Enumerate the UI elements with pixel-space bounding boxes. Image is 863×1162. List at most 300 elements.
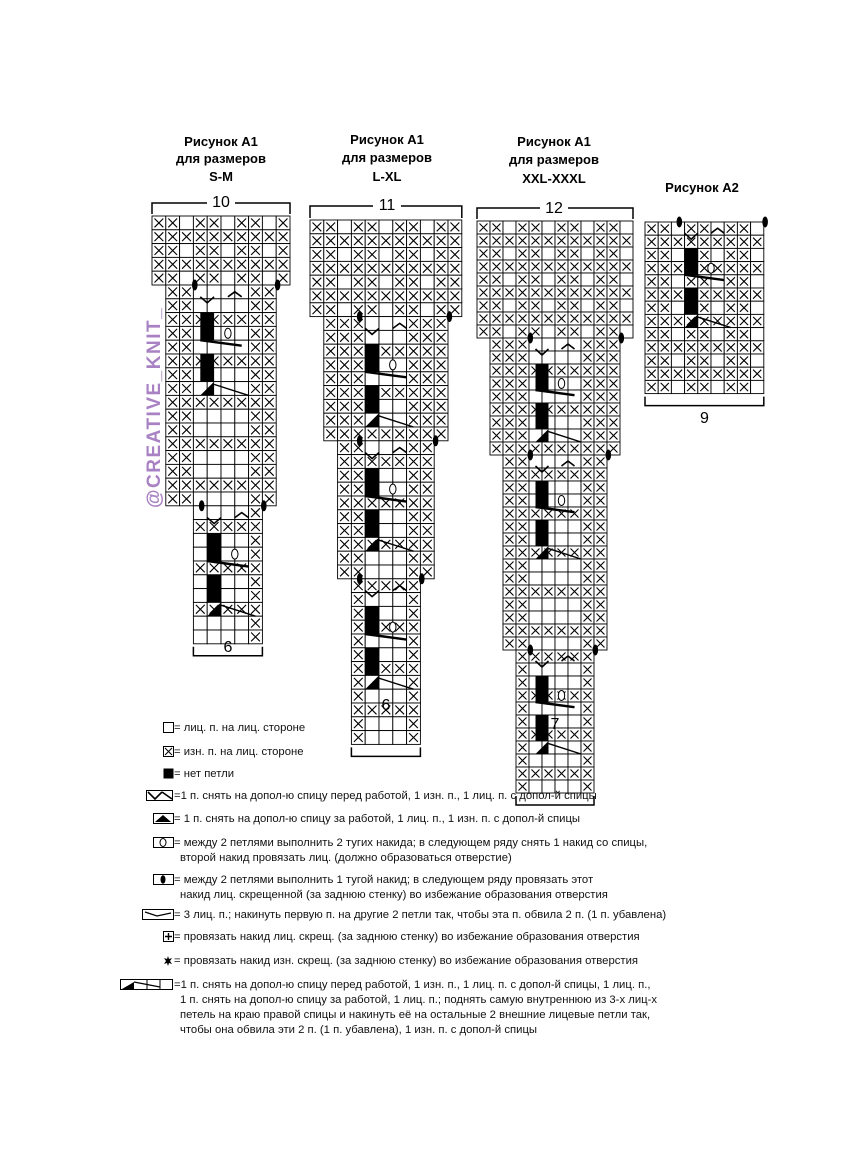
stitch-cell [338,344,352,358]
stitch-cell [516,234,529,247]
stitch-cell [420,551,434,565]
stitch-cell [555,598,568,611]
stitch-cell [221,230,235,244]
stitch-cell [249,326,263,340]
stitch-cell [407,455,421,469]
stitch-cell [393,427,407,441]
stitch-cell [407,220,421,234]
stitch-cell [568,286,581,299]
stitch-cell [193,520,207,534]
stitch-cell [503,611,516,624]
stitch-cell [379,468,393,482]
stitch-cell [671,380,684,393]
stitch-cell [221,299,235,313]
stitch-cell [249,547,263,561]
stitch-cell [751,301,764,314]
stitch-cell [568,624,581,637]
stitch-cell [180,492,194,506]
stitch-cell [555,442,568,455]
stitch-cell [207,423,221,437]
stitch-cell [529,611,542,624]
stitch-cell [568,247,581,260]
stitch-cell [166,423,180,437]
stitch-cell [249,451,263,465]
stitch-cell [434,344,448,358]
stitch-cell [193,423,207,437]
stitch-cell [671,354,684,367]
stitch-cell [262,423,276,437]
stitch-cell [581,468,594,481]
stitch-cell [568,351,581,364]
stitch-cell [420,358,434,372]
stitch-cell [166,299,180,313]
stitch-cell [338,565,352,579]
stitch-cell [249,299,263,313]
stitch-cell [235,602,249,616]
stitch-cell [166,451,180,465]
stitch-cell [393,386,407,400]
stitch-cell [351,648,365,662]
stitch-cell [568,754,581,767]
stitch-cell [420,399,434,413]
stitch-cell [379,344,393,358]
stitch-cell [249,382,263,396]
double-yarnover-mark [390,360,396,370]
stitch-cell [477,221,490,234]
stitch-cell [379,648,393,662]
stitch-cell [516,520,529,533]
stitch-cell [324,358,338,372]
stitch-cell [221,271,235,285]
stitch-cell [365,441,379,455]
stitch-cell [262,395,276,409]
stitch-cell [620,221,633,234]
stitch-cell [490,416,503,429]
stitch-cell [221,520,235,534]
stitch-cell [503,624,516,637]
stitch-cell [420,248,434,262]
stitch-cell [671,235,684,248]
stitch-cell [685,328,698,341]
stitch-cell [711,341,724,354]
stitch-cell [568,221,581,234]
stitch-cell [262,326,276,340]
stitch-cell [516,598,529,611]
stitch-cell [324,330,338,344]
stitch-cell [351,413,365,427]
stitch-cell [490,286,503,299]
stitch-cell [193,478,207,492]
stitch-cell [477,312,490,325]
tight-yarnover-mark [677,217,683,228]
stitch-cell [594,325,607,338]
stitch-cell [542,598,555,611]
stitch-cell [503,247,516,260]
stitch-cell [434,399,448,413]
tight-yarnover-mark [199,500,205,511]
stitch-cell [581,663,594,676]
stitch-cell [166,326,180,340]
stitch-cell [671,367,684,380]
stitch-cell [568,585,581,598]
stitch-cell [338,427,352,441]
stitch-cell [568,416,581,429]
stitch-cell [379,317,393,331]
double-yarnover-mark [558,496,564,506]
stitch-cell [379,565,393,579]
stitch-cell [516,767,529,780]
stitch-cell [407,482,421,496]
tight-yarnover-mark [275,280,281,291]
stitch-cell [477,260,490,273]
stitch-cell [249,561,263,575]
stitch-cell [221,464,235,478]
stitch-cell [351,330,365,344]
stitch-cell [235,464,249,478]
stitch-cell [737,367,750,380]
stitch-cell [607,273,620,286]
stitch-cell [393,372,407,386]
stitch-cell [379,662,393,676]
stitch-cell [503,559,516,572]
legend-text: = 3 лиц. п.; накинуть первую п. на другие 2 петли так, чтобы эта п. обвила 2 п. (1 п. убавлена) [174,909,667,921]
stitch-cell [490,234,503,247]
stitch-cell [568,728,581,741]
stitch-cell [338,468,352,482]
stitch-cell [262,271,276,285]
stitch-cell [338,303,352,317]
stitch-cell [152,244,166,258]
stitch-cell [324,220,338,234]
stitch-cell [407,234,421,248]
stitch-cell [351,703,365,717]
stitch-cell [607,221,620,234]
legend-text: = провязать накид изн. скрещ. (за заднюю стенку) во избежание образования отверстия [174,955,638,967]
stitch-cell [249,630,263,644]
stitch-cell [180,478,194,492]
stitch-cell [180,464,194,478]
stitch-cell [555,624,568,637]
stitch-cell [516,546,529,559]
stitch-cell [568,390,581,403]
stitch-cell [490,325,503,338]
stitch-cell [555,286,568,299]
stitch-cell [407,634,421,648]
stitch-cell [711,235,724,248]
stitch-cell [420,413,434,427]
stitch-cell [393,344,407,358]
stitch-cell [516,689,529,702]
stitch-cell [594,247,607,260]
stitch-cell [516,260,529,273]
top-stitch-count: 11 [378,197,396,214]
stitch-cell [262,244,276,258]
stitch-cell [594,442,607,455]
stitch-cell [490,247,503,260]
double-yarnover-mark [708,263,714,273]
stitch-cell [393,551,407,565]
stitch-cell [393,593,407,607]
stitch-cell [221,244,235,258]
stitch-cell [503,429,516,442]
stitch-cell [594,403,607,416]
stitch-cell [698,235,711,248]
stitch-cell [393,468,407,482]
double-yarnover-mark [558,379,564,389]
stitch-cell [620,286,633,299]
stitch-cell [581,221,594,234]
stitch-cell [503,377,516,390]
legend-text: 1 п. снять на допол-ю спицу за работой, 1 лиц. п.; поднять самую внутреннюю из 3-х лиц-х [180,994,658,1006]
no-stitch-block [536,715,549,741]
stitch-cell [365,689,379,703]
stitch-cell [235,313,249,327]
stitch-cell [379,427,393,441]
stitch-cell [516,585,529,598]
stitch-cell [407,496,421,510]
stitch-cell [542,767,555,780]
stitch-cell [235,533,249,547]
stitch-cell [503,637,516,650]
stitch-cell [407,731,421,745]
stitch-cell [711,354,724,367]
stitch-cell [434,248,448,262]
stitch-cell [737,380,750,393]
tight-yarnover-mark [606,450,612,461]
stitch-cell [221,368,235,382]
stitch-cell [262,464,276,478]
stitch-cell [420,220,434,234]
stitch-cell [351,358,365,372]
stitch-cell [490,351,503,364]
chart-title-line: L-XL [372,169,402,184]
stitch-cell [338,510,352,524]
stitch-cell [365,248,379,262]
legend-text: второй накид провязать лиц. (должно образоваться отверстие) [180,852,512,864]
stitch-cell [658,222,671,235]
stitch-cell [379,275,393,289]
stitch-cell [594,312,607,325]
stitch-cell [434,372,448,386]
stitch-cell [249,464,263,478]
tight-yarnover-mark [528,450,534,461]
stitch-cell [737,275,750,288]
stitch-cell [207,285,221,299]
stitch-cell [658,301,671,314]
stitch-cell [434,330,448,344]
stitch-cell [351,482,365,496]
stitch-cell [724,301,737,314]
stitch-cell [166,354,180,368]
legend-text: =1 п. снять на допол-ю спицу перед работой, 1 изн. п., 1 лиц. п. с допол-й спицы [174,790,597,802]
stitch-cell [568,403,581,416]
stitch-cell [581,312,594,325]
tight-yarnover-mark [357,435,363,446]
stitch-cell [751,222,764,235]
stitch-cell [477,286,490,299]
stitch-cell [393,248,407,262]
stitch-cell [645,288,658,301]
stitch-cell [568,494,581,507]
stitch-cell [180,368,194,382]
top-stitch-count: 12 [545,200,563,217]
stitch-cell [542,234,555,247]
stitch-cell [529,754,542,767]
stitch-cell [221,616,235,630]
stitch-cell [407,662,421,676]
stitch-cell [594,221,607,234]
stitch-cell [737,288,750,301]
stitch-cell [581,286,594,299]
stitch-cell [503,234,516,247]
stitch-cell [407,441,421,455]
stitch-cell [671,248,684,261]
no-stitch-block [207,533,221,561]
stitch-cell [365,261,379,275]
tight-yarnover-mark [433,435,439,446]
stitch-cell [594,546,607,559]
stitch-cell [568,520,581,533]
stitch-cell [448,289,462,303]
stitch-cell [262,368,276,382]
stitch-cell [581,637,594,650]
stitch-cell [685,235,698,248]
stitch-cell [724,367,737,380]
stitch-cell [594,507,607,520]
stitch-cell [594,273,607,286]
legend-text: = лиц. п. на лиц. стороне [174,722,306,734]
stitch-cell [751,235,764,248]
stitch-cell [503,286,516,299]
stitch-cell [407,372,421,386]
stitch-cell [407,551,421,565]
stitch-cell [581,728,594,741]
stitch-cell [407,593,421,607]
stitch-cell [262,451,276,465]
stitch-cell [751,248,764,261]
stitch-cell [594,559,607,572]
stitch-cell [351,468,365,482]
stitch-cell [221,589,235,603]
stitch-cell [235,354,249,368]
stitch-cell [393,703,407,717]
stitch-cell [276,244,290,258]
stitch-cell [235,326,249,340]
stitch-cell [490,429,503,442]
stitch-cell [180,271,194,285]
stitch-cell [503,403,516,416]
no-stitch-block [685,248,698,274]
stitch-cell [407,717,421,731]
no-stitch-block [365,344,379,372]
stitch-cell [503,221,516,234]
stitch-cell [193,630,207,644]
stitch-cell [503,390,516,403]
stitch-cell [645,341,658,354]
stitch-cell [420,510,434,524]
stitch-cell [310,303,324,317]
stitch-cell [568,325,581,338]
stitch-cell [393,399,407,413]
stitch-cell [338,220,352,234]
stitch-cell [420,455,434,469]
stitch-cell [166,244,180,258]
chart-title-line: для размеров [176,151,266,166]
stitch-cell [221,575,235,589]
stitch-cell [351,455,365,469]
stitch-cell [393,606,407,620]
stitch-cell [351,524,365,538]
stitch-cell [581,377,594,390]
stitch-cell [235,478,249,492]
chart-title-line: для размеров [342,150,432,165]
tight-yarnover-mark [192,280,198,291]
stitch-cell [193,533,207,547]
stitch-cell [365,330,379,344]
stitch-cell [166,478,180,492]
stitch-cell [568,559,581,572]
stitch-cell [555,585,568,598]
stitch-cell [338,317,352,331]
stitch-cell [737,301,750,314]
stitch-cell [620,247,633,260]
stitch-cell [698,248,711,261]
stitch-cell [529,390,542,403]
stitch-cell [568,767,581,780]
stitch-cell [503,533,516,546]
stitch-cell [503,442,516,455]
stitch-cell [193,561,207,575]
stitch-cell [671,301,684,314]
stitch-cell [448,275,462,289]
stitch-cell [249,533,263,547]
no-stitch-block [685,288,698,314]
stitch-cell [555,299,568,312]
stitch-cell [737,235,750,248]
double-yarnover-mark [390,484,396,494]
stitch-cell [594,520,607,533]
stitch-cell [751,262,764,275]
stitch-cell [166,464,180,478]
no-stitch-block [536,364,549,390]
stitch-cell [193,409,207,423]
stitch-cell [645,248,658,261]
stitch-cell [685,354,698,367]
stitch-cell [594,351,607,364]
stitch-cell [379,220,393,234]
stitch-cell [685,222,698,235]
stitch-cell [711,380,724,393]
stitch-cell [407,689,421,703]
stitch-cell [407,330,421,344]
stitch-cell [581,598,594,611]
stitch-cell [555,234,568,247]
stitch-cell [180,326,194,340]
stitch-cell [379,441,393,455]
stitch-cell [594,299,607,312]
stitch-cell [516,611,529,624]
legend-text: петель на краю правой спицы и накинуть её на остальные 2 внешние лицевые петли так, [180,1009,651,1021]
stitch-cell [276,216,290,230]
stitch-cell [555,663,568,676]
double-yarnover-mark [558,691,564,701]
stitch-cell [166,257,180,271]
stitch-cell [724,341,737,354]
stitch-cell [516,416,529,429]
stitch-cell [581,494,594,507]
stitch-cell [581,351,594,364]
stitch-cell [607,338,620,351]
